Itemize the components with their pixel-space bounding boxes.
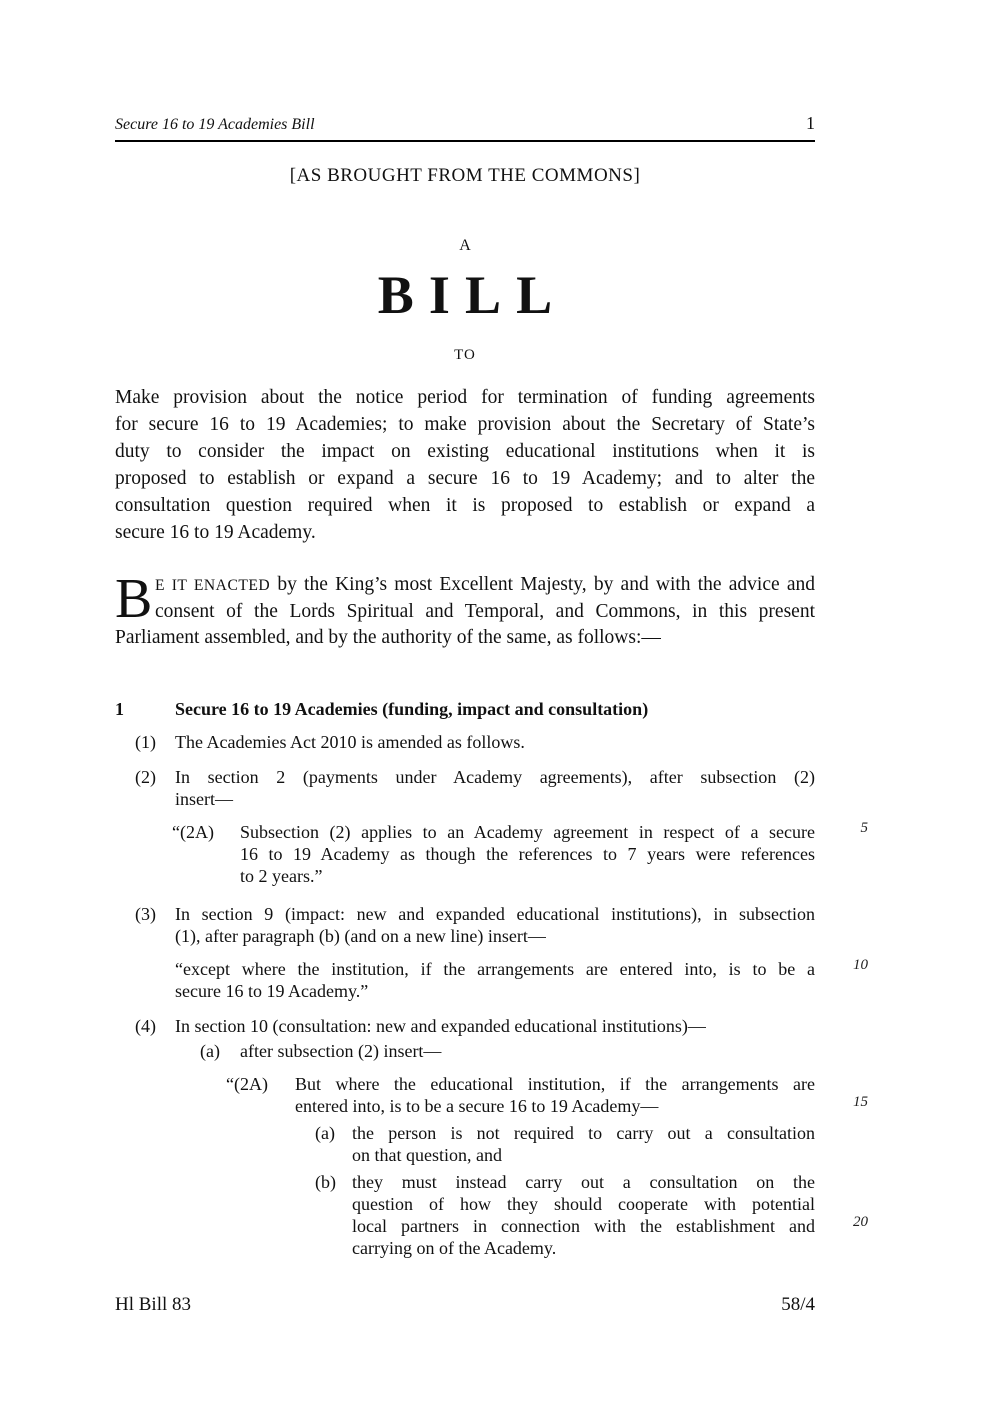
clause-body [115,698,815,1259]
quoted-line: local partners in connection with the establishment and [352,1216,815,1236]
quoted-line: But where the educational institution, if the arrangements are [295,1074,815,1094]
bill-reference: Hl Bill 83 [115,1294,192,1315]
quoted-line: 16 to 19 Academy as though the references to 7 years were references [240,844,815,864]
subsection-label: (1) [135,732,156,752]
enacting-line-rest: by the King’s most Excellent Majesty, by and with the advice and [270,574,815,595]
subsection-2 [115,766,815,810]
bill-title: BILL [377,265,568,325]
quoted-line: to 2 years.” [240,866,323,886]
quoted-line: “except where the institution, if the arrangements are entered into, is to be a [175,959,815,979]
quoted-line: question of how they should cooperate with potential [352,1194,815,1214]
clause-heading: Secure 16 to 19 Academies (funding, impact and consultation) [175,699,649,719]
quoted-subsection-label: “(2A) [226,1074,268,1094]
subsection-line: In section 2 (payments under Academy agreements), after subsection (2) [175,767,815,787]
long-title [115,384,815,546]
paragraph-a [115,1040,815,1062]
margin-line-number-5: 5 [860,820,868,836]
enacting-formula [115,568,815,651]
subsection-line: (1), after paragraph (b) (and on a new line) insert— [175,926,546,946]
quoted-line: entered into, is to be a secure 16 to 19 Academy— [295,1096,659,1116]
page-number: 1 [806,113,815,133]
document-body [115,0,815,1259]
quoted-subsection-2a-second [115,1073,815,1117]
quoted-paragraph-a [115,1122,815,1166]
long-title-line: proposed to establish or expand a secure 16 to 19 Academy; and to alter the [115,468,815,489]
quoted-paragraph-b [115,1171,815,1259]
margin-line-number-20: 20 [853,1214,868,1230]
to-word: TO [454,347,476,363]
quoted-subsection-label: “(2A) [172,822,214,842]
quoted-line: carrying on of the Academy. [352,1238,557,1258]
subsection-1 [115,731,815,753]
quoted-subsection-2a [115,821,815,887]
enacting-line: consent of the Lords Spiritual and Temporal, and Commons, in this present [155,601,815,622]
subsection-line: insert— [175,789,233,809]
long-title-line: for secure 16 to 19 Academies; to make provision about the Secretary of State’s [115,414,815,435]
subsection-4 [115,1015,815,1037]
running-header-title: Secure 16 to 19 Academies Bill [115,116,315,133]
subsection-3 [115,903,815,947]
long-title-line: Make provision about the notice period for termination of funding agreements [115,387,815,408]
quoted-paragraph-label: (a) [315,1123,335,1143]
subsection-label: (3) [135,904,156,924]
quoted-paragraph-label: (b) [315,1172,336,1192]
quoted-line: Subsection (2) applies to an Academy agreement in respect of a secure [240,822,815,842]
margin-line-number-15: 15 [853,1094,868,1110]
subsection-line: In section 9 (impact: new and expanded educational institutions), in subsection [175,904,815,924]
clause-heading-row [115,698,815,720]
article-a: A [459,237,471,254]
enacting-smallcaps: E IT ENACTED [155,577,271,594]
enacting-line [155,572,815,599]
quoted-line: secure 16 to 19 Academy.” [175,981,369,1001]
clause-number: 1 [115,699,124,719]
quoted-line: on that question, and [352,1145,502,1165]
paragraph-label: (a) [200,1041,220,1061]
quoted-line: they must instead carry out a consultation on the [352,1172,815,1192]
quoted-text-except [115,958,815,1002]
page-footer [115,1294,815,1316]
long-title-line: secure 16 to 19 Academy. [115,522,316,543]
paragraph-line: after subsection (2) insert— [240,1041,442,1061]
subsection-line: In section 10 (consultation: new and expanded educational institutions)— [175,1016,706,1036]
long-title-line: consultation question required when it is proposed to establish or expand a [115,495,815,516]
subsection-label: (4) [135,1016,156,1036]
quoted-line: the person is not required to carry out a consultation [352,1123,815,1143]
enacting-line: Parliament assembled, and by the authority of the same, as follows:— [115,627,661,648]
running-header [115,113,815,142]
long-title-line: duty to consider the impact on existing educational institutions when it is [115,441,815,462]
print-reference: 58/4 [781,1294,815,1315]
dropcap-b: B [115,568,153,630]
subsection-label: (2) [135,767,156,787]
brought-from-commons-line: [AS BROUGHT FROM THE COMMONS] [289,165,641,186]
subsection-line: The Academies Act 2010 is amended as follows. [175,732,525,752]
margin-line-number-10: 10 [853,957,868,973]
